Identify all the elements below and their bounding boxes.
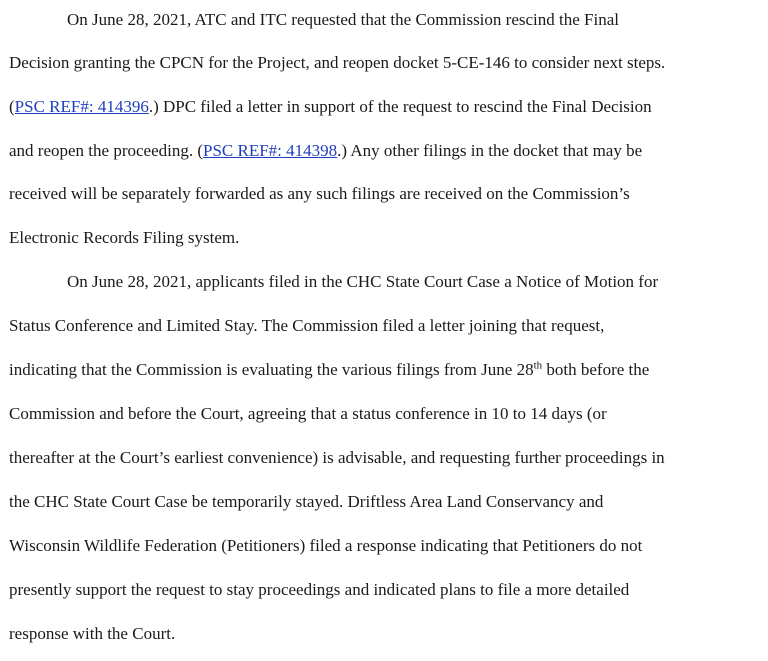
line-text: both before the — [542, 360, 650, 379]
paragraph-line — [9, 360, 649, 380]
psc-ref-link-414396[interactable]: PSC REF#: 414396 — [14, 97, 149, 116]
line-text: .) DPC filed a letter in support of the request to rescind the Final Decision — [148, 97, 652, 116]
paragraph-line: On June 28, 2021, applicants filed in the CHC State Court Case a Notice of Motion for — [67, 272, 659, 291]
line-text: and reopen the proceeding. ( — [9, 141, 203, 160]
paragraph-line: Status Conference and Limited Stay. The Commission filed a letter joining that request, — [9, 316, 605, 335]
paragraph-line — [9, 141, 642, 161]
paragraph-line: the CHC State Court Case be temporarily stayed. Driftless Area Land Conservancy and — [9, 492, 604, 511]
paragraph-line: Commission and before the Court, agreeing that a status conference in 10 to 14 days (or — [9, 404, 607, 423]
paragraph-line: Electronic Records Filing system. — [9, 228, 240, 247]
paragraph-line: presently support the request to stay proceedings and indicated plans to file a more detailed — [9, 580, 630, 599]
paragraph-line — [9, 97, 652, 117]
psc-ref-link-414398[interactable]: PSC REF#: 414398 — [203, 141, 338, 160]
paragraph-line: response with the Court. — [9, 624, 176, 643]
paren-text: ( — [9, 97, 15, 116]
line-text: indicating that the Commission is evaluating the various filings from June 28 — [9, 360, 534, 379]
paragraph-line: Wisconsin Wildlife Federation (Petitioners) filed a response indicating that Petitioners do not — [9, 536, 643, 555]
paragraph-line: Decision granting the CPCN for the Project, and reopen docket 5-CE-146 to consider next steps. — [9, 53, 666, 72]
superscript-th: th — [533, 359, 543, 372]
paragraph-line: received will be separately forwarded as any such filings are received on the Commission’s — [9, 184, 630, 203]
paragraph-line: thereafter at the Court’s earliest convenience) is advisable, and requesting further proceedings in — [9, 448, 665, 467]
line-text: .) Any other filings in the docket that may be — [337, 141, 643, 160]
paragraph-line: On June 28, 2021, ATC and ITC requested that the Commission rescind the Final — [67, 10, 619, 29]
